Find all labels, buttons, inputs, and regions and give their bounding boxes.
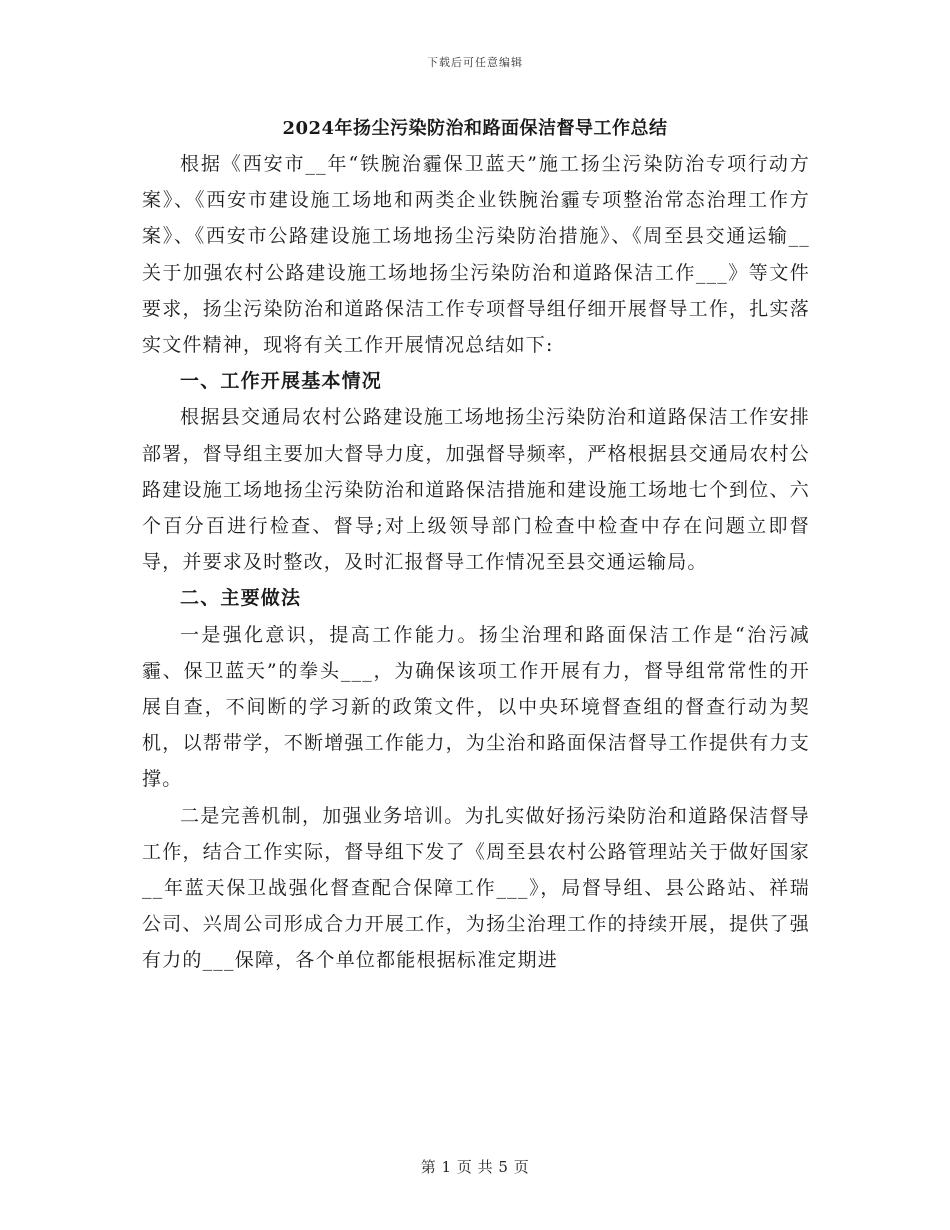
page-number: 第 1 页 共 5 页 — [420, 1158, 530, 1176]
section1-paragraph: 根据县交通局农村公路建设施工场地扬尘污染防治和道路保洁工作安排部署，督导组主要加大督导力度，加强督导频率，严格根据县交通局农村公路建设施工场地扬尘污染防治和道路保洁措施和建设施工场地七个到位、六个百分百进行检查、督导;对上级领导部门检查中检查中存在问题立即督导，并要求及时整改，及时汇报督导工作情况至县交通运输局。 — [142, 406, 810, 574]
page-header-note: 下载后可任意编辑 — [427, 56, 523, 69]
section-heading-main-practices: 二、主要做法 — [180, 587, 302, 610]
section-heading-basic-situation: 一、工作开展基本情况 — [180, 370, 383, 393]
section2-paragraph-2: 二是完善机制，加强业务培训。为扎实做好扬污染防治和道路保洁督导工作，结合工作实际，督导组下发了《周至县农村公路管理站关于做好国家__年蓝天保卫战强化督查配合保障工作___》，局督导组、县公路站、祥瑞公司、兴周公司形成合力开展工作，为扬尘治理工作的持续开展，提供了强有力的___保障，各个单位都能根据标准定期进 — [142, 804, 810, 972]
section2-paragraph-1: 一是强化意识，提高工作能力。扬尘治理和路面保洁工作是“治污减霾、保卫蓝天”的拳头___，为确保该项工作开展有力，督导组常常性的开展自查，不间断的学习新的政策文件，以中央环境督查组的督查行动为契机，以帮带学，不断增强工作能力，为尘治和路面保洁督导工作提供有力支撑。 — [142, 623, 810, 791]
document-title: 2024年扬尘污染防治和路面保洁督导工作总结 — [282, 118, 668, 139]
intro-paragraph: 根据《西安市__年“铁腕治霾保卫蓝天”施工扬尘污染防治专项行动方案》、《西安市建设施工场地和两类企业铁腕治霾专项整治常态治理工作方案》、《西安市公路建设施工场地扬尘污染防治措施》、《周至县交通运输__关于加强农村公路建设施工场地扬尘污染防治和道路保洁工作___》等文件要求，扬尘污染防治和道路保洁工作专项督导组仔细开展督导工作，扎实落实文件精神，现将有关工作开展情况总结如下: — [142, 153, 810, 357]
document-body — [142, 146, 810, 979]
